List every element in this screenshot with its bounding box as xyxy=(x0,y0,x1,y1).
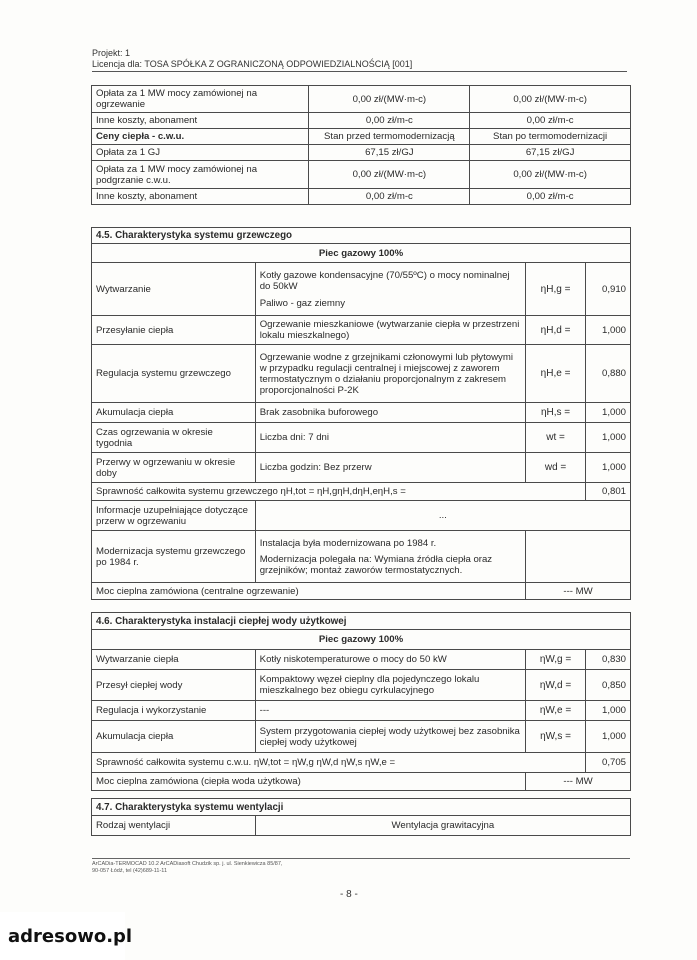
efficiency-value: 0,850 xyxy=(586,670,631,701)
page-number: - 8 - xyxy=(340,889,358,900)
efficiency-value: 0,880 xyxy=(586,345,631,403)
row-label: Regulacja systemu grzewczego xyxy=(92,345,256,403)
efficiency-symbol: ηH,e = xyxy=(526,345,586,403)
value-before: 67,15 zł/GJ xyxy=(309,145,470,161)
row-description: Kotły niskotemperaturowe o mocy do 50 kW xyxy=(255,650,525,670)
row-label: Rodzaj wentylacji xyxy=(92,816,256,836)
ordered-power-label: Moc cieplna zamówiona (centralne ogrzewanie) xyxy=(92,583,526,600)
prices-table xyxy=(91,85,631,205)
efficiency-value: 1,000 xyxy=(586,403,631,423)
value-after: 0,00 zł/(MW·m-c) xyxy=(470,161,631,189)
efficiency-symbol: wt = xyxy=(526,423,586,453)
row-description: Ogrzewanie mieszkaniowe (wytwarzanie ciepła w przestrzeni lokalu mieszkalnego) xyxy=(255,316,525,345)
table-row xyxy=(92,613,631,630)
efficiency-symbol: ηW,s = xyxy=(526,721,586,753)
table-row xyxy=(92,650,631,670)
column-header-before: Stan przed termomodernizacją xyxy=(309,129,470,145)
table-row xyxy=(92,670,631,701)
value-after: 67,15 zł/GJ xyxy=(470,145,631,161)
license-label: Licencja dla: TOSA SPÓŁKA Z OGRANICZONĄ ODPOWIEDZIALNOŚCIĄ [001] xyxy=(92,59,627,72)
ordered-power-value: --- MW xyxy=(526,773,631,791)
value-after: 0,00 zł/(MW·m-c) xyxy=(470,86,631,113)
row-description: Kompaktowy węzeł cieplny dla pojedynczego lokalu mieszkalnego bez obiegu cyrkulacyjnego xyxy=(255,670,525,701)
efficiency-symbol: ηH,g = xyxy=(526,263,586,316)
column-header-after: Stan po termomodernizacji xyxy=(470,129,631,145)
efficiency-value: 0,910 xyxy=(586,263,631,316)
table-row xyxy=(92,423,631,453)
efficiency-symbol: ηW,g = xyxy=(526,650,586,670)
row-description: --- xyxy=(255,701,525,721)
section-header-label: Ceny ciepła - c.w.u. xyxy=(92,129,309,145)
table-row xyxy=(92,189,631,205)
project-label: Projekt: 1 xyxy=(92,48,131,58)
value-after: 0,00 zł/m-c xyxy=(470,113,631,129)
efficiency-symbol: ηH,d = xyxy=(526,316,586,345)
value-before: 0,00 zł/m-c xyxy=(309,113,470,129)
section-subtitle: Piec gazowy 100% xyxy=(92,244,631,263)
description-line: Instalacja była modernizowana po 1984 r. xyxy=(259,537,437,549)
table-row xyxy=(92,799,631,816)
row-label: Akumulacja ciepła xyxy=(92,721,256,753)
efficiency-value: 1,000 xyxy=(586,423,631,453)
row-label: Regulacja i wykorzystanie xyxy=(92,701,256,721)
table-row xyxy=(92,244,631,263)
page-header xyxy=(92,48,627,72)
row-description: Ogrzewanie wodne z grzejnikami członowymi lub płytowymi w przypadku regulacji centralnej i miejscowej z zaworem termostatycznym o działaniu proporcjonalnym z zakresem proporcjonalności P-2K xyxy=(255,345,525,403)
row-label: Opłata za 1 GJ xyxy=(92,145,309,161)
row-label: Opłata za 1 MW mocy zamówionej na podgrzanie c.w.u. xyxy=(92,161,309,189)
value-before: 0,00 zł/m-c xyxy=(309,189,470,205)
ventilation-table xyxy=(91,798,631,836)
row-label: Przerwy w ogrzewaniu w okresie doby xyxy=(92,453,256,483)
footer-line: ArCADia-TERMOCAD 10.2 ArCADiasoft Chudzik sp. j. ul. Sienkiewicza 85/87, xyxy=(92,861,283,867)
table-row xyxy=(92,345,631,403)
ventilation-type-value: Wentylacja grawitacyjna xyxy=(255,816,630,836)
row-label: Modernizacja systemu grzewczego po 1984 r. xyxy=(92,531,256,583)
row-description xyxy=(255,263,525,316)
section-title: 4.5. Charakterystyka systemu grzewczego xyxy=(92,228,631,244)
description-line: Modernizacja polegała na: Wymiana źródła ciepła oraz grzejników; montaż zaworów termostatycznych. xyxy=(259,553,493,576)
section-title: 4.7. Charakterystyka systemu wentylacji xyxy=(92,799,631,816)
table-row xyxy=(92,129,631,145)
watermark-text: adresowo.pl xyxy=(8,926,133,947)
efficiency-value: 1,000 xyxy=(586,316,631,345)
table-row xyxy=(92,161,631,189)
row-label: Wytwarzanie ciepła xyxy=(92,650,256,670)
heating-system-table xyxy=(91,227,631,600)
table-row xyxy=(92,531,631,583)
table-row xyxy=(92,403,631,423)
row-label: Przesył ciepłej wody xyxy=(92,670,256,701)
row-label: Inne koszty, abonament xyxy=(92,189,309,205)
section-subtitle: Piec gazowy 100% xyxy=(92,630,631,650)
footer xyxy=(92,861,282,875)
description-line: Kotły gazowe kondensacyjne (70/55ºC) o mocy nominalnej do 50kW xyxy=(259,269,510,292)
row-description: System przygotowania ciepłej wody użytkowej bez zasobnika ciepłej wody użytkowej xyxy=(255,721,525,753)
table-row xyxy=(92,773,631,791)
value-before: 0,00 zł/(MW·m-c) xyxy=(309,161,470,189)
total-efficiency-value: 0,801 xyxy=(586,483,631,501)
row-description: ... xyxy=(255,501,630,531)
ordered-power-value: --- MW xyxy=(526,583,631,600)
row-label: Czas ogrzewania w okresie tygodnia xyxy=(92,423,256,453)
section-title: 4.6. Charakterystyka instalacji ciepłej wody użytkowej xyxy=(92,613,631,630)
table-row xyxy=(92,816,631,836)
efficiency-value: 1,000 xyxy=(586,721,631,753)
value-after: 0,00 zł/m-c xyxy=(470,189,631,205)
table-row xyxy=(92,145,631,161)
table-row xyxy=(92,228,631,244)
table-row xyxy=(92,721,631,753)
table-row xyxy=(92,483,631,501)
efficiency-value: 0,830 xyxy=(586,650,631,670)
value-before: 0,00 zł/(MW·m-c) xyxy=(309,86,470,113)
efficiency-symbol: ηH,s = xyxy=(526,403,586,423)
efficiency-symbol: ηW,d = xyxy=(526,670,586,701)
total-efficiency-value: 0,705 xyxy=(586,753,631,773)
row-description xyxy=(255,531,525,583)
footer-divider xyxy=(92,858,630,859)
table-row xyxy=(92,113,631,129)
description-line: Paliwo - gaz ziemny xyxy=(259,297,345,309)
table-row xyxy=(92,583,631,600)
row-label: Przesyłanie ciepła xyxy=(92,316,256,345)
watermark-logo xyxy=(0,912,133,960)
hot-water-table xyxy=(91,612,631,791)
row-label: Akumulacja ciepła xyxy=(92,403,256,423)
row-description: Brak zasobnika buforowego xyxy=(255,403,525,423)
total-efficiency-label: Sprawność całkowita systemu grzewczego ηH,tot = ηH,gηH,dηH,eηH,s = xyxy=(92,483,586,501)
row-label: Informacje uzupełniające dotyczące przerw w ogrzewaniu xyxy=(92,501,256,531)
table-row xyxy=(92,263,631,316)
efficiency-symbol: wd = xyxy=(526,453,586,483)
table-row xyxy=(92,753,631,773)
table-row xyxy=(92,316,631,345)
ordered-power-label: Moc cieplna zamówiona (ciepła woda użytkowa) xyxy=(92,773,526,791)
efficiency-value: 1,000 xyxy=(586,701,631,721)
total-efficiency-label: Sprawność całkowita systemu c.w.u. ηW,tot = ηW,g ηW,d ηW,s ηW,e = xyxy=(92,753,586,773)
table-row xyxy=(92,86,631,113)
row-label: Opłata za 1 MW mocy zamówionej na ogrzewanie xyxy=(92,86,309,113)
empty-cell xyxy=(526,531,631,583)
row-label: Inne koszty, abonament xyxy=(92,113,309,129)
row-description: Liczba godzin: Bez przerw xyxy=(255,453,525,483)
row-description: Liczba dni: 7 dni xyxy=(255,423,525,453)
row-label: Wytwarzanie xyxy=(92,263,256,316)
footer-line: 90-057 Łódź, tel (42)689-11-11 xyxy=(92,868,168,874)
efficiency-value: 1,000 xyxy=(586,453,631,483)
efficiency-symbol: ηW,e = xyxy=(526,701,586,721)
table-row xyxy=(92,501,631,531)
table-row xyxy=(92,701,631,721)
table-row xyxy=(92,630,631,650)
table-row xyxy=(92,453,631,483)
